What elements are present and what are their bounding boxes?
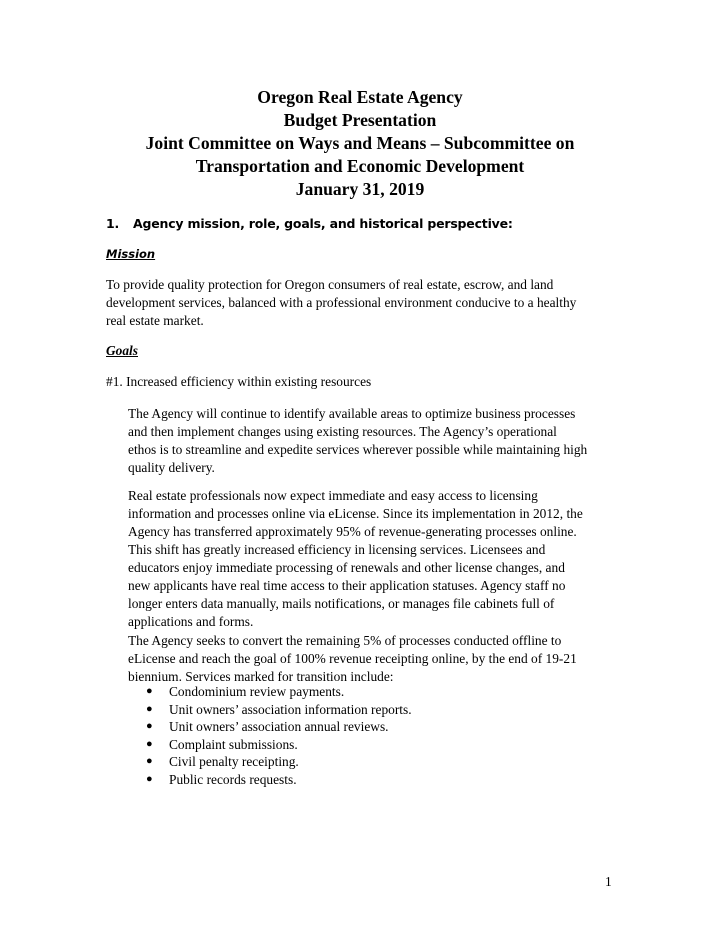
list-item [146, 736, 412, 754]
paragraph-line: longer enters data manually, mails notifications, or manages file cabinets full of [128, 596, 555, 611]
title-line: January 31, 2019 [295, 179, 425, 199]
paragraph-line: The Agency seeks to convert the remaining 5% of processes conducted offline to [128, 633, 562, 648]
title-line: Oregon Real Estate Agency [257, 87, 463, 107]
bullet-icon: ● [146, 772, 153, 785]
bullet-icon: ● [146, 755, 153, 768]
paragraph-line: Agency has transferred approximately 95% of revenue-generating processes online. [128, 524, 577, 539]
bullet-icon: ● [146, 737, 153, 750]
bullet-icon: ● [146, 720, 153, 733]
section-number: 1. [106, 216, 120, 231]
paragraph-line: This shift has greatly increased efficiency in licensing services. Licensees and [128, 542, 546, 557]
mission-label: Mission [106, 247, 156, 261]
paragraph-line: eLicense and reach the goal of 100% revenue receipting online, by the end of 19-21 [128, 651, 577, 666]
list-item [146, 753, 412, 771]
list-item-text: Civil penalty receipting. [169, 754, 299, 770]
title-line: Transportation and Economic Development [195, 156, 525, 176]
list-item-text: Unit owners’ association information reports. [169, 701, 412, 717]
list-item [146, 771, 412, 789]
paragraph-line: information and processes online via eLicense. Since its implementation in 2012, the [128, 506, 583, 521]
section-heading [106, 216, 513, 231]
goal-paragraph-1 [128, 405, 587, 477]
document-title [0, 86, 720, 201]
paragraph-line: applications and forms. [128, 614, 254, 629]
title-line: Budget Presentation [283, 110, 437, 130]
bullet-icon: ● [146, 702, 153, 715]
paragraph-line: educators enjoy immediate processing of renewals and other license changes, and [128, 560, 565, 575]
paragraph-line: biennium. Services marked for transition include: [128, 669, 394, 684]
title-line: Joint Committee on Ways and Means – Subcommittee on [145, 133, 575, 153]
section-heading-text: Agency mission, role, goals, and historical perspective: [133, 216, 513, 231]
paragraph-line: The Agency will continue to identify available areas to optimize business processes [128, 406, 576, 421]
list-item-text: Complaint submissions. [169, 736, 298, 752]
goal-paragraph-3 [128, 632, 577, 686]
list-item-text: Condominium review payments. [169, 684, 345, 699]
list-item [146, 683, 412, 701]
transition-services-list [146, 683, 412, 789]
list-item [146, 701, 412, 719]
paragraph-line: new applicants have real time access to their application statuses. Agency staff no [128, 578, 566, 593]
bullet-icon: ● [146, 685, 153, 697]
list-item-text: Unit owners’ association annual reviews. [169, 719, 389, 735]
goal-1-heading: #1. Increased efficiency within existing resources [106, 374, 372, 389]
list-item [146, 718, 412, 736]
mission-paragraph [106, 276, 576, 330]
paragraph-line: To provide quality protection for Oregon consumers of real estate, escrow, and land [106, 277, 554, 292]
paragraph-line: real estate market. [106, 313, 204, 328]
paragraph-line: development services, balanced with a professional environment conducive to a healthy [106, 295, 577, 310]
paragraph-line: quality delivery. [128, 460, 215, 475]
list-item-text: Public records requests. [169, 771, 297, 787]
paragraph-line: and then implement changes using existing resources. The Agency’s operational [128, 424, 557, 439]
paragraph-line: Real estate professionals now expect immediate and easy access to licensing [128, 488, 538, 503]
goals-label: Goals [106, 343, 138, 358]
page-number: 1 [605, 874, 612, 889]
goal-paragraph-2 [128, 487, 583, 631]
paragraph-line: ethos is to streamline and expedite services wherever possible while maintaining high [128, 442, 588, 457]
